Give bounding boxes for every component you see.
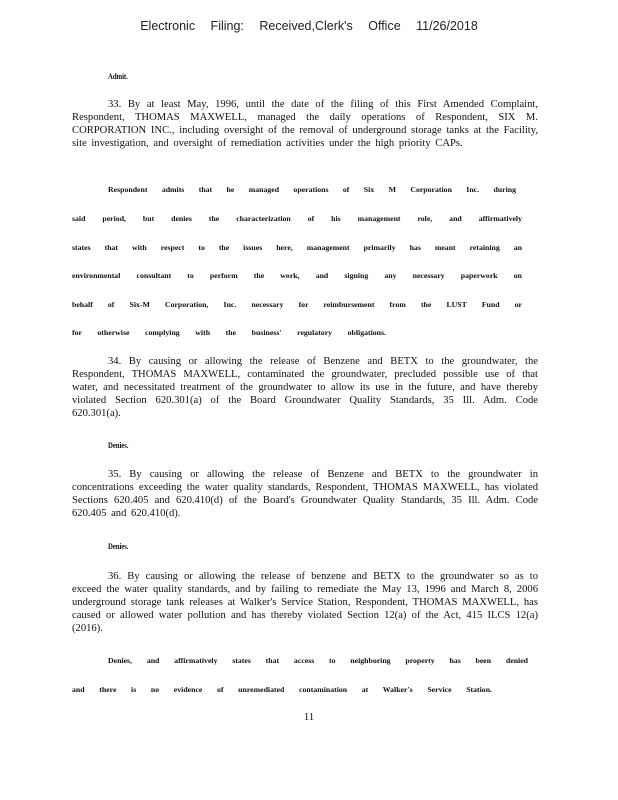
response-deny-34: Denies. xyxy=(108,441,129,450)
response-36-line-1: Denies, and affirmatively states that access to neighboring property has been denied xyxy=(108,656,528,665)
filing-header: Electronic Filing: Received,Clerk's Office 11/26/2018 xyxy=(140,19,478,33)
response-33-line-6: for otherwise complying with the business' regulatory obligations. xyxy=(72,328,386,337)
paragraph-36: 36. By causing or allowing the release of benzene and BETX to the groundwater so as to exceed the water quality standards, and by failing to remediate the May 13, 1996 and March 8, 2006 underground storage tank releases at Walker's Service Station, Respondent, THOMAS MAXWELL, has caused or allowed water pollution and has thereby violated Section 12(a) of the Act, 415 ILCS 12(a) (2016). xyxy=(72,571,538,634)
response-33-line-2: said period, but denies the characterization of his management role, and affirmatively xyxy=(72,214,522,223)
response-33-line-5: behalf of Six-M Corporation, Inc. necessary for reimbursement from the LUST Fund or xyxy=(72,300,522,309)
paragraph-33: 33. By at least May, 1996, until the date of the filing of this First Amended Complaint, Respondent, THOMAS MAXWELL, managed the daily operations of Respondent, SIX M. CORPORATION INC., including oversight of the removal of underground storage tanks at the Facility, site investigation, and oversight of remediation activities under the high priority CAPs. xyxy=(72,99,538,149)
response-33-line-4: environmental consultant to perform the work, and signing any necessary paperwork on xyxy=(72,271,522,280)
paragraph-35: 35. By causing or allowing the release of Benzene and BETX to the groundwater in concentrations exceeding the water quality standards, Respondent, THOMAS MAXWELL, has violated Sections 620.405 and 620.410(d) of the Board's Groundwater Quality Standards, 35 Ill. Adm. Code 620.405 and 620.410(d). xyxy=(72,469,538,519)
response-36-line-2: and there is no evidence of unremediated contamination at Walker's Service Station. xyxy=(72,685,492,694)
response-33-line-3: states that with respect to the issues here, management primarily has meant retaining an xyxy=(72,243,522,252)
page-number: 11 xyxy=(303,711,315,723)
response-admit: Admit. xyxy=(108,72,128,81)
response-33-line-1: Respondent admits that he managed operations of Six M Corporation Inc. during xyxy=(108,185,516,194)
paragraph-34: 34. By causing or allowing the release of Benzene and BETX to the groundwater, the Respondent, THOMAS MAXWELL, contaminated the groundwater, precluded possible use of that water, and necessitated treatment of the groundwater to allow its use in the future, and have thereby violated Section 620.301(a) of the Board Groundwater Quality Standards, 35 Ill. Adm. Code 620.301(a). xyxy=(72,356,538,419)
response-deny-35: Denies. xyxy=(108,542,129,551)
